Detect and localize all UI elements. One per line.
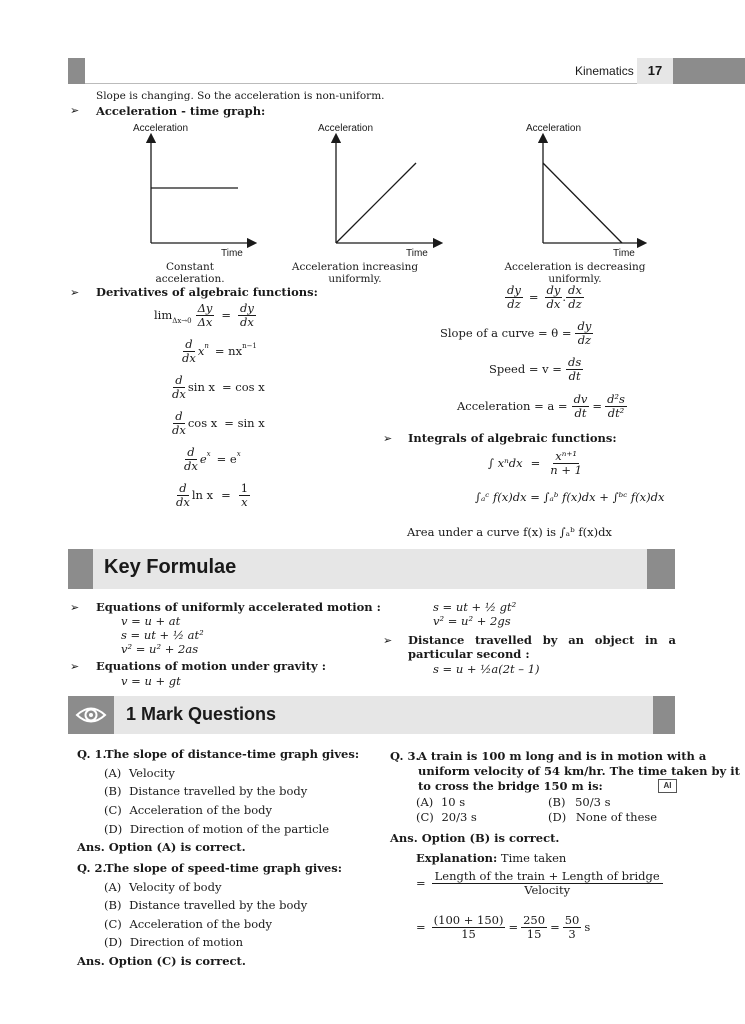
d: d <box>187 445 195 459</box>
dx: dx <box>546 296 561 311</box>
q3-option-a <box>416 795 465 809</box>
q1-option-d <box>104 822 329 836</box>
eq-ex: = e <box>216 452 237 467</box>
x-sup: x <box>236 450 241 459</box>
dx: dx <box>568 283 582 297</box>
opt-text: Distance travelled by the body <box>129 898 308 912</box>
key-formulae-title: Key Formulae <box>104 556 237 578</box>
explanation-label: Explanation: <box>416 851 498 865</box>
bullet-icon: ➢ <box>70 601 80 614</box>
dx: dx <box>172 422 186 437</box>
dx: dx <box>182 350 196 365</box>
n-minus-1: n−1 <box>242 342 257 351</box>
delta-x: Δx <box>197 314 213 329</box>
graph2-y-label: Acceleration <box>318 123 374 134</box>
graph1-y-label: Acceleration <box>133 123 189 134</box>
q1-answer: Ans. Option (A) is correct. <box>77 840 246 854</box>
q2-option-b <box>104 898 307 912</box>
q2-number: Q. 2. <box>77 861 107 875</box>
explanation-text: Time taken <box>500 851 567 865</box>
int-den: n + 1 <box>550 462 582 477</box>
q3-text-line-1: A train is 100 m long and is in motion with a <box>418 749 707 763</box>
bullet-icon: ➢ <box>70 660 80 673</box>
graph1-axes <box>151 138 252 243</box>
distance-formula: s = u + ½a(2t – 1) <box>433 662 540 676</box>
one: 1 <box>240 481 249 495</box>
frac2-num: (100 + 150) <box>433 913 504 927</box>
deriv-ln <box>174 482 250 508</box>
dx: dx <box>240 314 254 329</box>
graph2-caption: Acceleration increasing uniformly. <box>291 261 419 285</box>
frac1-den: Velocity <box>524 882 571 897</box>
one-mark-title: 1 Mark Questions <box>126 704 277 724</box>
bullet-icon: ➢ <box>383 634 393 647</box>
q1-number: Q. 1. <box>77 747 107 761</box>
deriv-limit <box>154 302 256 328</box>
opt-text: Acceleration of the body <box>129 803 273 817</box>
deriv-cos <box>170 410 265 436</box>
opt-label: (D) <box>104 822 123 836</box>
opt-label: (B) <box>104 784 122 798</box>
opt-label: (B) <box>548 795 566 809</box>
graph1-caption: Constant acceleration. <box>155 261 225 285</box>
d: d <box>179 481 187 495</box>
slope-curve <box>440 320 593 346</box>
d2s: d²s <box>607 392 625 406</box>
bullet-icon: ➢ <box>383 432 393 445</box>
dy: dy <box>507 283 521 297</box>
right-line-2: v² = u² + 2gs <box>433 614 511 628</box>
ln-x: ln x <box>191 488 214 503</box>
eq-sign: = <box>416 876 426 891</box>
chain-rule: $\frac{dy}{dz}$ = $\frac{dy}{dx}$ . $\frac{dx}{dz}$ <box>507 283 582 311</box>
eq-sign: = <box>416 920 426 935</box>
intro-line: Slope is changing. So the acceleration is non-uniform. <box>96 90 385 102</box>
d: d <box>175 409 183 423</box>
eq-sign: = <box>221 488 231 503</box>
bullet-icon: ➢ <box>70 286 80 299</box>
key-formulae-right-block <box>647 549 675 589</box>
q3-number: Q. 3. <box>390 749 420 763</box>
graph3-x-label: Time <box>613 248 635 259</box>
q1-option-a <box>104 766 175 780</box>
gravity-line-1: v = u + gt <box>121 674 181 688</box>
area-under-curve: Area under a curve f(x) is ∫ₐᵇ f(x)dx <box>407 525 612 539</box>
eq-sign: = <box>221 308 232 323</box>
frac4-num: 50 <box>564 913 580 927</box>
opt-text: Acceleration of the body <box>129 917 273 931</box>
q3-eq-1 <box>416 870 663 896</box>
dx: dx <box>184 458 198 473</box>
graph3-line <box>543 163 622 243</box>
opt-text: Velocity <box>128 766 175 780</box>
eq-sign: = <box>508 920 519 935</box>
dz: dz <box>568 296 582 311</box>
eq-sign: = <box>550 920 560 935</box>
right-line-1: s = ut + ½ gt² <box>433 600 517 614</box>
q3-text-line-2: uniform velocity of 54 km/hr. The time taken by it <box>418 764 740 778</box>
graph3-caption: Acceleration is decreasing uniformly. <box>504 261 646 285</box>
opt-label: (C) <box>104 917 122 931</box>
d: d <box>175 373 183 387</box>
opt-label: (C) <box>416 810 434 824</box>
dx: dx <box>176 494 190 509</box>
q1-text: The slope of distance-time graph gives: <box>105 747 360 761</box>
slope-label: Slope of a curve = θ = <box>440 326 572 341</box>
uniform-line-1: v = u + at <box>121 614 181 628</box>
x-sup: x <box>206 450 211 459</box>
integral-split: ∫ₐᶜ f(x)dx = ∫ₐᵇ f(x)dx + ∫ᵇᶜ f(x)dx <box>475 490 665 504</box>
gravity-heading: Equations of motion under gravity : <box>96 659 326 673</box>
graph2-x-label: Time <box>406 248 428 259</box>
q1-option-b <box>104 784 307 798</box>
q3-eq-2 <box>416 914 590 940</box>
opt-label: (B) <box>104 898 122 912</box>
q3-option-d <box>548 810 657 824</box>
deriv-xn <box>180 338 257 364</box>
eq-nx: = nx <box>214 344 243 359</box>
q1-option-c <box>104 803 272 817</box>
dt: dt <box>568 368 581 383</box>
lim-text: lim <box>154 308 173 323</box>
dt: dt <box>574 405 587 420</box>
page-number: 17 <box>637 58 673 84</box>
ds: ds <box>567 355 582 369</box>
accel-time-heading: Acceleration - time graph: <box>96 104 266 118</box>
q2-option-a <box>104 880 221 894</box>
opt-text: 10 s <box>440 795 466 809</box>
dz: dz <box>507 296 521 311</box>
frac3-den: 15 <box>526 926 542 941</box>
q2-text: The slope of speed-time graph gives: <box>105 861 342 875</box>
accel-label: Acceleration = a = <box>457 399 568 414</box>
opt-text: Velocity of body <box>128 880 222 894</box>
q3-option-c <box>416 810 477 824</box>
eq-sin: = sin x <box>224 416 265 431</box>
graph1-x-label: Time <box>221 248 243 259</box>
speed-label: Speed = v = <box>489 362 562 377</box>
eq-cos: = cos x <box>222 380 265 395</box>
dz: dz <box>577 332 592 347</box>
accel-time-graphs <box>0 0 745 280</box>
integrals-heading: Integrals of algebraic functions: <box>408 431 617 445</box>
opt-text: 20/3 s <box>441 810 477 824</box>
opt-label: (D) <box>548 810 567 824</box>
frac2-den: 15 <box>461 926 476 941</box>
uniform-line-2: s = ut + ½ at² <box>121 628 204 642</box>
int-num: xⁿ⁺¹ <box>555 449 578 463</box>
q2-option-d <box>104 935 243 949</box>
speed-formula <box>489 356 583 382</box>
opt-label: (A) <box>104 880 122 894</box>
sin-x: sin x <box>187 380 215 395</box>
one-mark-right-block <box>653 696 675 734</box>
q2-answer: Ans. Option (C) is correct. <box>77 954 246 968</box>
n-sup: n <box>204 342 209 351</box>
frac3-num: 250 <box>523 913 546 927</box>
frac4-den: 3 <box>568 926 576 941</box>
d: d <box>185 337 193 351</box>
eq-sign: = <box>528 290 539 305</box>
q3-explanation <box>416 851 566 865</box>
uniform-line-3: v² = u² + 2as <box>121 642 199 656</box>
e: e <box>199 452 207 467</box>
x: x <box>197 344 205 359</box>
derivatives-heading: Derivatives of algebraic functions: <box>96 285 318 299</box>
distance-heading: Distance travelled by an object in a particular second : <box>408 633 676 661</box>
graph3-axes <box>543 138 642 243</box>
dx: dx <box>172 386 186 401</box>
opt-text: Distance travelled by the body <box>129 784 308 798</box>
x: x <box>241 494 248 509</box>
deriv-ex <box>182 446 241 472</box>
delta-y: Δy <box>197 301 213 315</box>
eq-sign: = <box>592 399 603 414</box>
acceleration-formula <box>457 393 627 419</box>
eye-icon <box>74 701 108 729</box>
chapter-title: Kinematics <box>575 64 634 78</box>
opt-text: None of these <box>575 810 658 824</box>
dy: dy <box>546 283 561 297</box>
int-xn: ∫ xⁿdx <box>488 456 523 471</box>
key-formulae-left-block <box>68 549 93 589</box>
dv: dv <box>573 392 588 406</box>
lim-sub: Δx→0 <box>172 317 192 326</box>
ai-badge-icon: AI <box>658 779 677 793</box>
dt2: dt² <box>607 405 625 420</box>
cos-x: cos x <box>187 416 218 431</box>
opt-label: (D) <box>104 935 123 949</box>
q3-option-b <box>548 795 610 809</box>
opt-label: (C) <box>104 803 122 817</box>
opt-text: Direction of motion of the particle <box>129 822 329 836</box>
q3-text-line-3: to cross the bridge 150 m is: <box>418 779 603 793</box>
opt-text: Direction of motion <box>129 935 244 949</box>
integral-xn: ∫ xⁿdx = $\frac{\text{xⁿ⁺¹}}{n + 1}$ <box>488 449 582 477</box>
q2-option-c <box>104 917 272 931</box>
graph3-y-label: Acceleration <box>526 123 582 134</box>
opt-label: (A) <box>104 766 122 780</box>
frac1-num: Length of the train + Length of bridge <box>432 870 663 884</box>
graph2-line <box>336 163 416 243</box>
opt-text: 50/3 s <box>575 795 611 809</box>
opt-label: (A) <box>416 795 434 809</box>
bullet-icon: ➢ <box>70 104 80 117</box>
dy: dy <box>577 319 592 333</box>
dy: dy <box>240 301 254 315</box>
q3-answer: Ans. Option (B) is correct. <box>390 831 560 845</box>
deriv-sin <box>170 374 265 400</box>
unit: s <box>584 920 591 935</box>
uniform-motion-heading: Equations of uniformly accelerated motion : <box>96 600 381 614</box>
